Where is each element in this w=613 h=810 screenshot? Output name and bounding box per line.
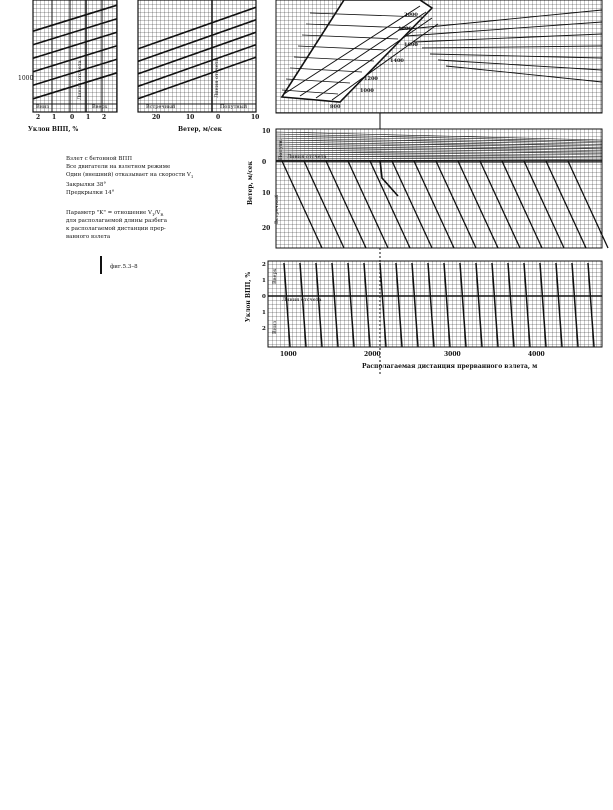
right-wind-ytick-1: 0 [262,159,267,166]
right-zone-tail: Попутн. [278,138,284,160]
right-top-panel [276,0,602,113]
k-label-1800: 1800 [398,26,412,32]
left-wind-xtick-0: 20 [152,114,161,121]
left-wind-xtick-1: 10 [186,114,195,121]
left-wind-ref-line-label: Линия отсчета [214,58,220,98]
left-ref-line-label: Линия отсчета [77,60,83,100]
right-wind-ylabel: Ветер, м/сек [247,160,254,205]
right-slope-xtick-4000: 4000 [528,351,545,358]
left-slope-xtick-1: 1 [52,114,57,121]
param-line-2: для располагаемой длины разбега [66,218,168,224]
k-label-800: 800 [330,104,341,110]
left-zone-up: Вверх [92,104,108,110]
right-slope-ytick-4: 2 [262,326,266,332]
note-line-3: Один (внешний) отказывает на скорости $V_1$ [66,172,194,179]
right-wind-panel [276,129,608,248]
left-slope-panel [33,0,117,112]
note-line-4: Закрылки 38° [66,182,107,188]
right-wind-ytick-0: 10 [262,128,271,135]
k-label-1600: 1600 [404,42,418,48]
notes-block [66,155,193,274]
right-slope-xlabel: Располагаемая дистанция прерванного взлета, м [362,363,538,370]
left-wind-panel [138,0,256,112]
note-line-5: Предкрылки 14° [66,190,115,196]
right-slope-xtick-2000: 2000 [364,351,381,358]
right-zone-head: Встречный [274,194,280,224]
left-zone-down: Вниз [36,104,50,110]
left-slope-xlabel: Уклон ВПП, % [28,126,79,133]
k-label-1200: 1200 [364,76,378,82]
left-slope-xtick-0: 2 [36,114,41,121]
param-line-4: ванного взлета [66,234,111,240]
left-ytick-1000: 1000 [18,75,34,82]
right-slope-ytick-0: 2 [262,262,266,268]
right-slope-ref-line-label: Линия отсчета [282,297,322,303]
right-slope-ylabel: Уклон ВПП, % [245,271,252,322]
right-wind-ref-line-label: Линия отсчета [287,154,327,160]
right-zone-down: Вниз [272,320,278,334]
note-line-1: Взлет с бетонной ВПП [66,156,133,162]
left-slope-xtick-2: 0 [70,114,75,121]
right-zone-up: Вверх [272,268,278,284]
left-zone-tailwind: Попутный [220,104,248,110]
k-label-1400: 1400 [390,58,404,64]
left-wind-xtick-3: 10 [251,114,260,121]
right-slope-ytick-1: 1 [262,278,266,284]
right-wind-ytick-3: 20 [262,225,271,232]
param-line-1: Параметр "K" = отношение $V_1/V_R$ [66,210,164,217]
figure-caption: фиг.5.3–8 [110,264,138,270]
k-label-2000: 2000 [404,12,418,18]
right-wind-ytick-2: 10 [262,190,271,197]
right-slope-xtick-3000: 3000 [444,351,461,358]
left-wind-xlabel: Ветер, м/сек [178,126,223,133]
param-line-3: к располагаемой дистанции прер- [66,226,166,232]
right-slope-ytick-3: 1 [262,310,266,316]
right-slope-xtick-1000: 1000 [280,351,297,358]
note-line-2: Все двигатели на взлетном режиме [66,164,171,170]
left-slope-xtick-4: 2 [102,114,107,121]
right-slope-ytick-2: 0 [262,294,266,300]
left-slope-xtick-3: 1 [86,114,91,121]
k-label-1000: 1000 [360,88,374,94]
left-zone-headwind: Встречный [146,104,176,110]
left-wind-xtick-2: 0 [216,114,221,121]
right-slope-panel [268,261,602,347]
